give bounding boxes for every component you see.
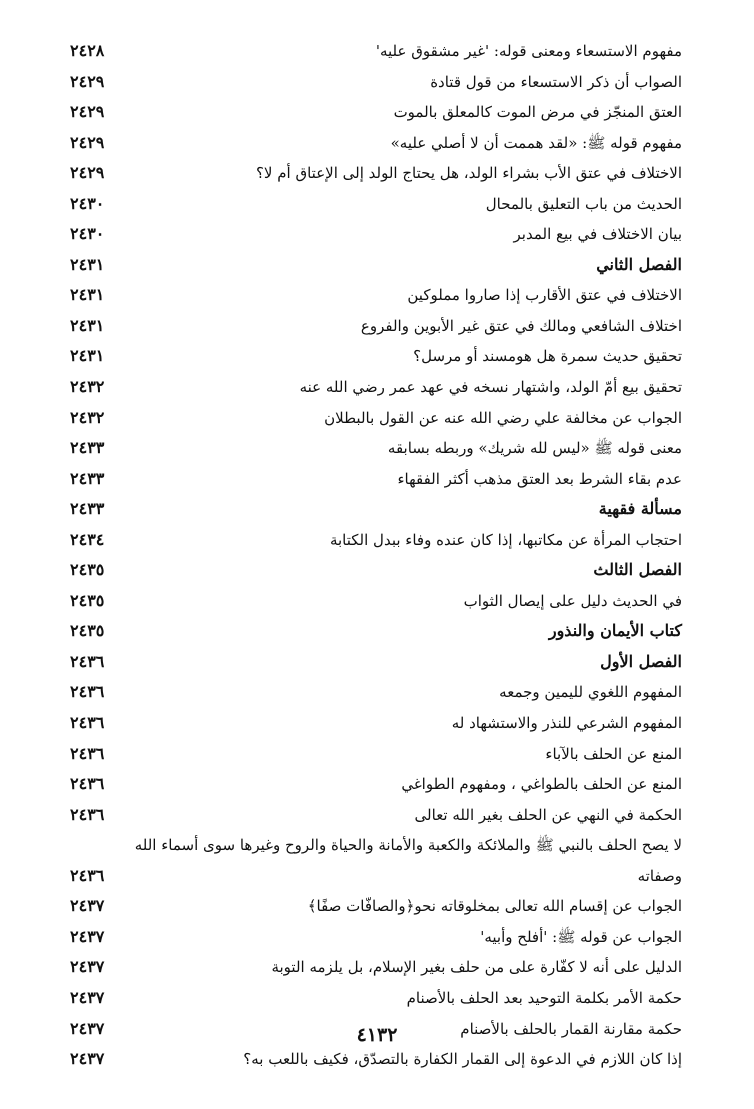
- entry-title: الاختلاف في عتق الأقارب إذا صاروا مملوكين: [407, 286, 682, 305]
- toc-entry: [70, 67, 682, 98]
- section-heading: الفصل الثاني: [596, 254, 682, 274]
- toc-entry: [70, 708, 682, 739]
- toc-entry: [70, 464, 682, 495]
- entry-title: إذا كان اللازم في الدعوة إلى القمار الكفارة بالتصدّق، فكيف باللعب به؟: [243, 1050, 682, 1069]
- toc-entry: [70, 219, 682, 250]
- toc-entry: [70, 800, 682, 831]
- entry-page-number: ٢٤٣٢: [70, 407, 105, 427]
- entry-title: حكمة مقارنة القمار بالحلف بالأصنام: [460, 1019, 682, 1038]
- entry-page-number: ٢٤٣٧: [70, 957, 105, 977]
- entry-page-number: ٢٤٣١: [70, 285, 105, 305]
- entry-page-number: ٢٤٣٥: [70, 560, 105, 580]
- entry-title: الجواب عن إقسام الله تعالى بمخلوقاته نحو﴿والصافّات صفًا﴾: [307, 897, 682, 916]
- toc-entry: [70, 280, 682, 311]
- entry-title: عدم بقاء الشرط بعد العتق مذهب أكثر الفقهاء: [397, 469, 682, 488]
- toc-entry: [70, 189, 682, 220]
- toc-entry: [70, 97, 682, 128]
- toc-entry: [70, 1044, 682, 1075]
- entry-page-number: ٢٤٣٠: [70, 193, 105, 213]
- entry-page-number: ٢٤٣٥: [70, 590, 105, 610]
- entry-page-number: ٢٤٣٣: [70, 438, 105, 458]
- entry-title: في الحديث دليل على إيصال الثواب: [463, 591, 682, 610]
- toc-entry: [70, 341, 682, 372]
- entry-page-number: ٢٤٣١: [70, 254, 105, 274]
- entry-title: مفهوم قوله ﷺ: «لقد هممت أن لا أصلي عليه»: [390, 133, 682, 152]
- entry-title: تحقيق بيع أمّ الولد، واشتهار نسخه في عهد عمر رضي الله عنه: [299, 378, 682, 397]
- entry-page-number: ٢٤٣٦: [70, 651, 105, 671]
- entry-page-number: ٢٤٣٣: [70, 468, 105, 488]
- toc-entry: [70, 677, 682, 708]
- toc-entry: [70, 647, 682, 678]
- entry-page-number: ٢٤٣٦: [70, 804, 105, 824]
- entry-title: بيان الاختلاف في بيع المدبر: [513, 225, 682, 244]
- toc-entry: [70, 494, 682, 525]
- toc-entry: [70, 891, 682, 922]
- toc-entry: [70, 372, 682, 403]
- entry-title: الحكمة في النهي عن الحلف بغير الله تعالى: [414, 805, 682, 824]
- entry-page-number: ٢٤٣٧: [70, 896, 105, 916]
- toc-entry: [70, 922, 682, 953]
- entry-page-number: ٢٤٢٩: [70, 163, 105, 183]
- entry-page-number: ٢٤٢٩: [70, 71, 105, 91]
- toc-entry: [70, 555, 682, 586]
- entry-title: العتق المنجّز في مرض الموت كالمعلق بالموت: [393, 103, 682, 122]
- entry-title: الحديث من باب التعليق بالمحال: [485, 194, 682, 213]
- toc-entry: [70, 983, 682, 1014]
- entry-page-number: ٢٤٢٩: [70, 102, 105, 122]
- toc-entry: [70, 525, 682, 556]
- toc-entry: [70, 830, 682, 891]
- toc-entry: [70, 769, 682, 800]
- entry-title: حكمة الأمر بكلمة التوحيد بعد الحلف بالأصنام: [406, 988, 682, 1007]
- toc-entry: [70, 250, 682, 281]
- section-heading: كتاب الأيمان والنذور: [548, 621, 682, 641]
- entry-title: الجواب عن مخالفة علي رضي الله عنه عن القول بالبطلان: [324, 408, 682, 427]
- entry-page-number: ٢٤٢٩: [70, 132, 105, 152]
- entry-page-number: ٢٤٣١: [70, 315, 105, 335]
- entry-page-number: ٢٤٣٦: [70, 743, 105, 763]
- entry-page-number: ٢٤٣٦: [70, 865, 105, 885]
- entry-title: احتجاب المرأة عن مكاتبها، إذا كان عنده وفاء ببدل الكتابة: [329, 530, 682, 549]
- entry-page-number: ٢٤٣٦: [70, 682, 105, 702]
- entry-title: الاختلاف في عتق الأب بشراء الولد، هل يحتاج الولد إلى الإعتاق أم لا؟: [255, 164, 682, 183]
- entry-page-number: ٢٤٣١: [70, 346, 105, 366]
- entry-title: اختلاف الشافعي ومالك في عتق غير الأبوين والفروع: [360, 316, 682, 335]
- entry-title: لا يصح الحلف بالنبي ﷺ والملائكة والكعبة والأمانة والحياة والروح وغيرها سوى أسماء الله وصفاته: [134, 836, 682, 885]
- toc-entry: [70, 616, 682, 647]
- entry-page-number: ٢٤٣٠: [70, 224, 105, 244]
- toc-entry: [70, 403, 682, 434]
- entry-title: الجواب عن قوله ﷺ: 'أفلح وأبيه': [480, 927, 682, 946]
- entry-title: المفهوم الشرعي للنذر والاستشهاد له: [451, 714, 682, 733]
- entry-title: المنع عن الحلف بالطواغي ، ومفهوم الطواغي: [401, 775, 682, 794]
- entry-title: الصواب أن ذكر الاستسعاء من قول قتادة: [430, 72, 682, 91]
- entry-page-number: ٢٤٣٦: [70, 774, 105, 794]
- toc-entry: [70, 128, 682, 159]
- table-of-contents: [70, 36, 682, 1075]
- entry-page-number: ٢٤٣٥: [70, 621, 105, 641]
- toc-entry: [70, 433, 682, 464]
- toc-entry: [70, 952, 682, 983]
- page-number: ٤١٣٢: [356, 1024, 398, 1046]
- entry-title: تحقيق حديث سمرة هل هومسند أو مرسل؟: [413, 347, 682, 366]
- entry-title: المفهوم اللغوي لليمين وجمعه: [499, 683, 682, 702]
- entry-page-number: ٢٤٣٧: [70, 1018, 105, 1038]
- entry-page-number: ٢٤٣٧: [70, 1049, 105, 1069]
- entry-page-number: ٢٤٣٤: [70, 529, 105, 549]
- entry-page-number: ٢٤٣٦: [70, 713, 105, 733]
- toc-entry: [70, 586, 682, 617]
- toc-entry: [70, 739, 682, 770]
- entry-page-number: ٢٤٣٣: [70, 499, 105, 519]
- toc-entry: [70, 311, 682, 342]
- entry-page-number: ٢٤٣٧: [70, 926, 105, 946]
- section-heading: مسألة فقهية: [598, 499, 682, 519]
- entry-page-number: ٢٤٣٧: [70, 987, 105, 1007]
- toc-entry: [70, 158, 682, 189]
- entry-title: الدليل على أنه لا كفّارة على من حلف بغير الإسلام، بل يلزمه التوبة: [271, 958, 682, 977]
- entry-page-number: ٢٤٢٨: [70, 41, 105, 60]
- section-heading: الفصل الثالث: [593, 560, 682, 580]
- entry-title: المنع عن الحلف بالآباء: [545, 744, 682, 763]
- entry-title: مفهوم الاستسعاء ومعنى قوله: 'غير مشقوق عليه': [375, 42, 682, 60]
- section-heading: الفصل الأول: [600, 651, 682, 671]
- entry-page-number: ٢٤٣٢: [70, 377, 105, 397]
- entry-title: معنى قوله ﷺ «ليس لله شريك» وربطه بسابقه: [387, 439, 682, 458]
- toc-entry: [70, 36, 682, 67]
